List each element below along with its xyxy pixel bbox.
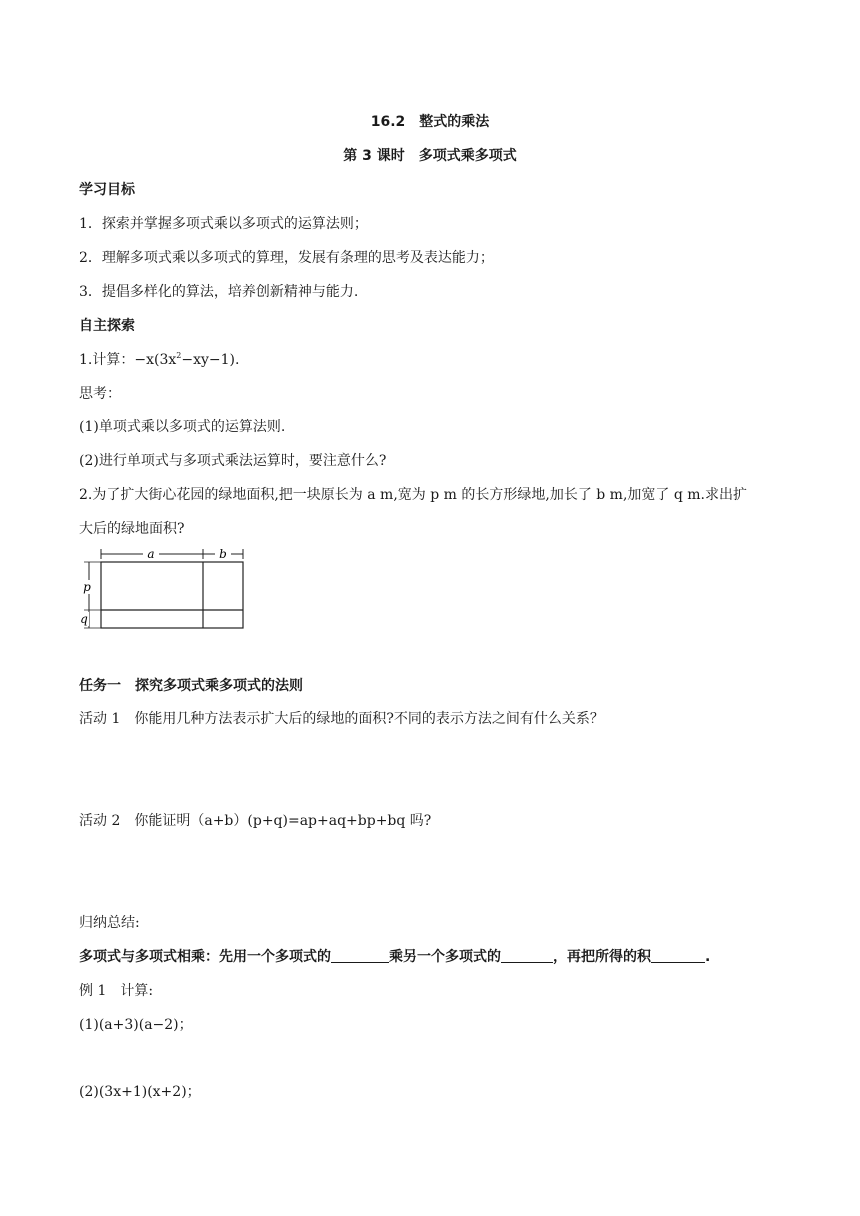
activity-2: 活动 2 你能证明（a+b）(p+q)=ap+aq+bp+bq 吗? xyxy=(79,813,432,829)
rule-statement: 多项式与多项式相乘：先用一个多项式的 乘另一个多项式的 ，再把所得的积 . xyxy=(79,949,711,965)
example-item-2: (2)(3x+1)(x+2)； xyxy=(79,1084,201,1100)
question-2-line-2: 大后的绿地面积? xyxy=(79,521,185,537)
example-item-1: (1)(a+3)(a−2)； xyxy=(79,1017,193,1033)
think-item-2: (2)进行单项式与多项式乘法运算时，要注意什么? xyxy=(79,453,387,469)
outer-rectangle xyxy=(101,562,243,628)
question-1: 1.计算：$-x(3x^2-xy-1)$. xyxy=(79,351,240,368)
page-title: 16.2 整式的乘法 xyxy=(370,114,490,130)
think-label: 思考： xyxy=(79,386,121,402)
blank-1[interactable] xyxy=(331,948,389,963)
summary-heading: 归纳总结: xyxy=(79,915,140,931)
activity-1: 活动 1 你能用几种方法表示扩大后的绿地的面积?不同的表示方法之间有什么关系？ xyxy=(79,711,604,727)
goal-item: 3．提倡多样化的算法，培养创新精神与能力. xyxy=(79,284,359,300)
blank-3[interactable] xyxy=(651,948,705,963)
goal-item: 2．理解多项式乘以多项式的算理，发展有条理的思考及表达能力； xyxy=(79,250,494,266)
label-b: b xyxy=(219,547,227,561)
garden-rectangle-figure xyxy=(76,546,248,634)
label-p: p xyxy=(83,580,91,594)
blank-2[interactable] xyxy=(501,948,553,963)
label-a: a xyxy=(147,547,155,561)
task-1-heading: 任务一 探究多项式乘多项式的法则 xyxy=(79,678,303,694)
explore-heading: 自主探索 xyxy=(79,318,135,334)
label-q: q xyxy=(80,612,88,626)
goal-item: 1．探索并掌握多项式乘以多项式的运算法则； xyxy=(79,216,368,232)
think-item-1: (1)单项式乘以多项式的运算法则. xyxy=(79,419,286,435)
goals-heading: 学习目标 xyxy=(79,182,135,198)
example-heading: 例 1 计算: xyxy=(79,983,154,999)
question-2-line-1: 2.为了扩大街心花园的绿地面积,把一块原长为 a m,宽为 p m 的长方形绿地,加长了 b m,加宽了 q m.求出扩 xyxy=(79,487,747,503)
lesson-subtitle: 第 3 课时 多项式乘多项式 xyxy=(343,148,517,164)
